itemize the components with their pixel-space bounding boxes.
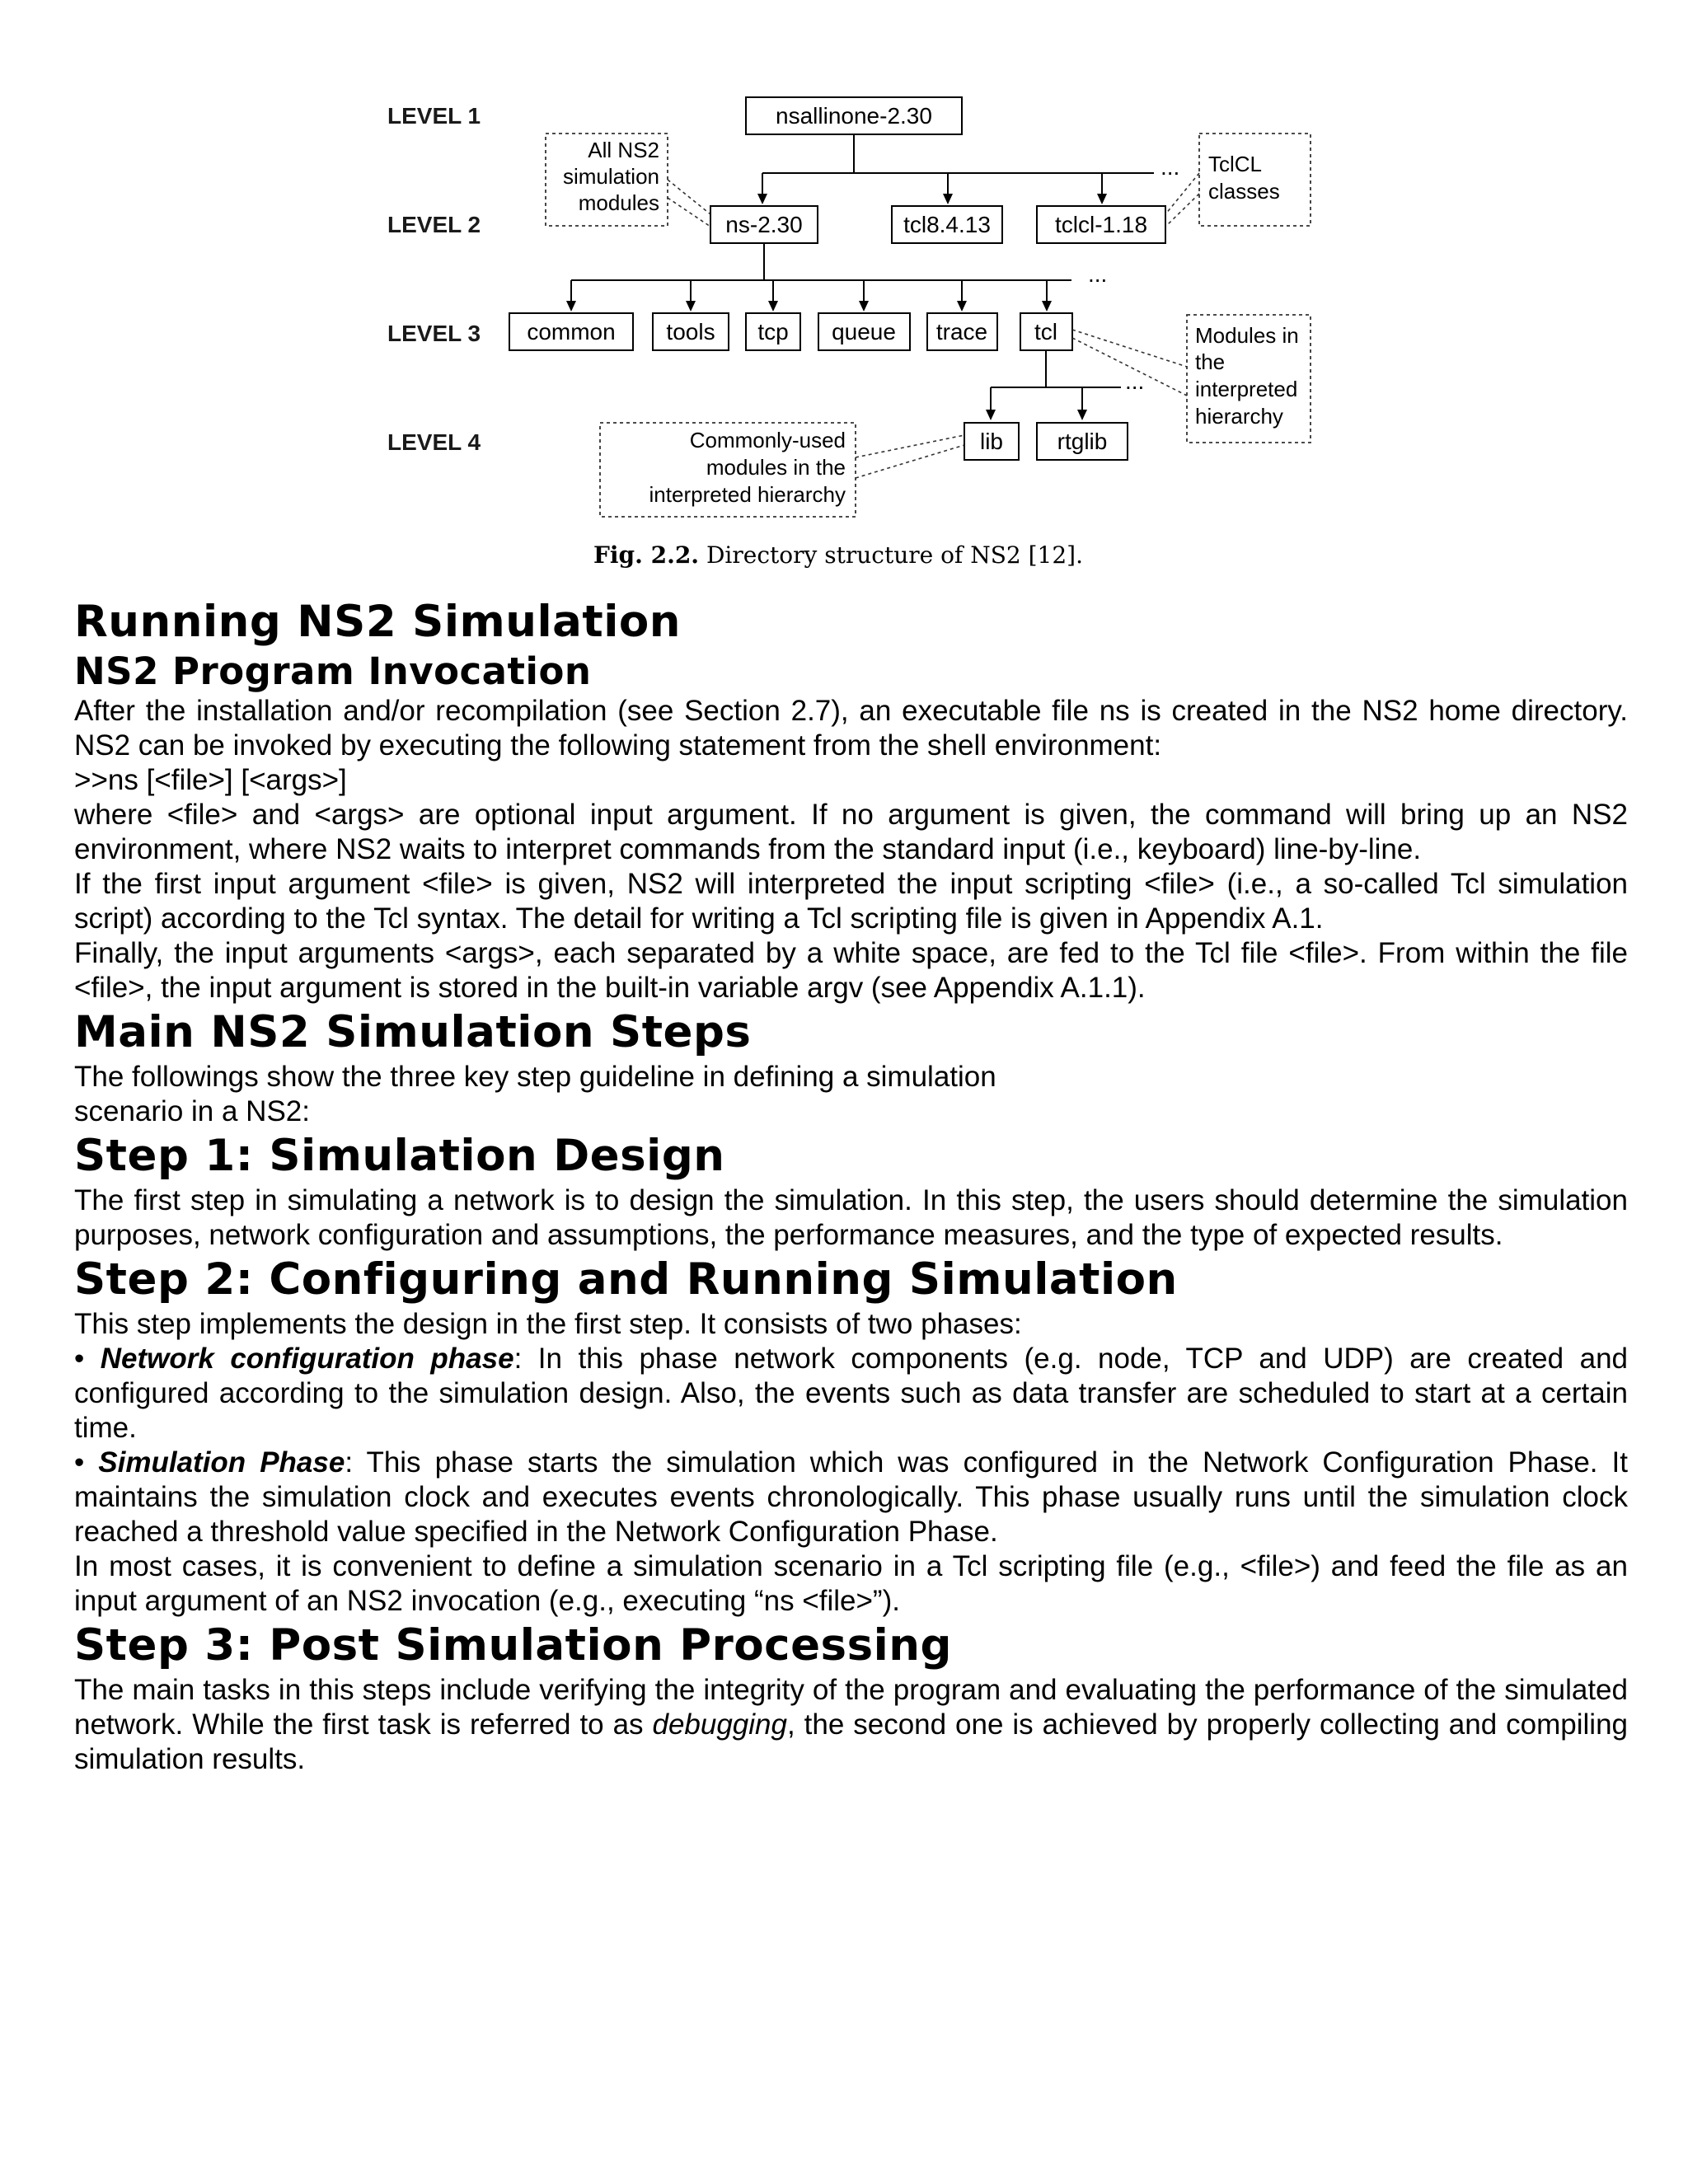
level-4-label: LEVEL 4 (387, 429, 481, 455)
heading-program-invocation: NS2 Program Invocation (74, 649, 592, 693)
paragraph-followings-line2: scenario in a NS2: (74, 1095, 310, 1127)
directory-tree-diagram (363, 82, 1335, 585)
node-tcl-label: tcl (1034, 319, 1057, 344)
node-tclcl-label: tclcl-1.18 (1054, 212, 1148, 237)
level3-more-ellipsis: ... (1088, 261, 1108, 287)
paragraph-step1: The first step in simulating a network is to design the simulation. In this step, the users should determine the simulation purposes, network configuration and assumptions, the performance measures, and the type of expected results. (74, 1184, 1628, 1251)
paragraph-input-arguments: Finally, the input arguments <args>, each separated by a white space, are fed to the Tcl file <file>. From within the file <file>, the input argument is stored in the built-in variable argv (see Appendix A.1.1). (74, 937, 1628, 1004)
paragraph-first-argument: If the first input argument <file> is given, NS2 will interpreted the input scripting <file> (i.e., a so-called Tcl simulation script) according to the Tcl syntax. The detail for writing a Tcl scripting file is given in Appendix A.1. (74, 868, 1628, 935)
command-line-example: >>ns [<file>] [<args>] (74, 764, 347, 796)
level4-more-ellipsis: ... (1125, 368, 1145, 394)
node-common-label: common (527, 319, 616, 344)
note-commonly-line1: Commonly-used (689, 428, 846, 452)
node-tools-label: tools (666, 319, 715, 344)
paragraph-step3-part2: , the second one is achieved by properly collecting and compiling simulation results. (74, 1708, 1628, 1775)
note-modules-line3: interpreted (1195, 377, 1298, 401)
node-tcp-label: tcp (757, 319, 789, 344)
note-all-ns2-line2: simulation (562, 164, 659, 189)
paragraph-followings-line1: The followings show the three key step guideline in defining a simulation (74, 1061, 996, 1093)
level-2-label: LEVEL 2 (387, 212, 481, 237)
paragraph-step3-part1: The main tasks in this steps include verifying the integrity of the program and evaluating the performance of the simulated network. While the first task is referred to as (74, 1674, 1628, 1741)
node-lib-label: lib (979, 429, 1004, 454)
bullet-marker: • (74, 1343, 101, 1375)
level2-more-ellipsis: ... (1160, 154, 1180, 180)
node-queue-label: queue (832, 319, 896, 344)
paragraph-step3 (74, 1673, 1628, 1777)
paragraph-step2-intro: This step implements the design in the first step. It consists of two phases: (74, 1308, 1022, 1340)
directory-structure-figure (363, 82, 1335, 585)
note-tclcl-line1: TclCL (1208, 152, 1263, 176)
heading-running-ns2: Running NS2 Simulation (74, 597, 682, 647)
bullet-network-configuration (74, 1342, 1628, 1446)
level-1-label: LEVEL 1 (387, 103, 481, 129)
note-all-ns2-line3: modules (578, 190, 659, 215)
heading-main-steps: Main NS2 Simulation Steps (74, 1007, 752, 1057)
bullet-term-network-configuration: Network configuration phase (100, 1343, 514, 1375)
note-modules-line2: the (1195, 349, 1226, 374)
bullet-term-simulation-phase: Simulation Phase (98, 1446, 345, 1479)
note-all-ns2-line1: All NS2 (588, 138, 659, 162)
heading-step2: Step 2: Configuring and Running Simulation (74, 1254, 1178, 1305)
figure-caption-text: Directory structure of NS2 [12]. (699, 541, 1083, 569)
heading-step1: Step 1: Simulation Design (74, 1131, 725, 1181)
bullet-marker: • (74, 1446, 99, 1479)
bullet-simulation-phase (74, 1446, 1628, 1549)
note-modules-line4: hierarchy (1195, 404, 1283, 429)
paragraph-step3-debugging: debugging (652, 1708, 787, 1741)
bullet-text-network-configuration: : In this phase network components (e.g. node, TCP and UDP) are created and configured according to the simulation design. Also, the events such as data transfer are scheduled to start at a certain time. (74, 1343, 1628, 1444)
note-commonly-line2: modules in the (706, 455, 846, 480)
paragraph-no-argument: where <file> and <args> are optional input argument. If no argument is given, the command will bring up an NS2 environment, where NS2 waits to interpret commands from the standard input (i.e., keyboard) line-by-line. (74, 799, 1628, 865)
node-rtglib-label: rtglib (1057, 429, 1108, 454)
note-commonly-line3: interpreted hierarchy (649, 482, 846, 507)
paragraph-tcl-scripting: In most cases, it is convenient to define a simulation scenario in a Tcl scripting file (e.g., <file>) and feed the file as an input argument of an NS2 invocation (e.g., executing “ns <file>”). (74, 1550, 1628, 1617)
figure-caption-label: Fig. 2.2. (593, 541, 700, 569)
node-tcl-pkg-label: tcl8.4.13 (903, 212, 991, 237)
node-ns-label: ns-2.30 (725, 212, 803, 237)
node-trace-label: trace (935, 319, 988, 344)
paragraph-invocation-intro: After the installation and/or recompilation (see Section 2.7), an executable file ns is created in the NS2 home directory. NS2 can be invoked by executing the following statement from the shell environment: (74, 695, 1628, 762)
note-tclcl-line2: classes (1208, 179, 1280, 204)
level-3-label: LEVEL 3 (387, 321, 481, 346)
figure-caption (593, 541, 1083, 569)
note-modules-line1: Modules in (1195, 323, 1299, 348)
document-body (74, 595, 1628, 1777)
heading-step3: Step 3: Post Simulation Processing (74, 1620, 952, 1671)
bullet-text-simulation-phase: : This phase starts the simulation which was configured in the Network Configuration Phase. It maintains the simulation clock and executes events chronologically. This phase usually runs until the simulation clock reached a threshold value specified in the Network Configuration Phase. (74, 1446, 1628, 1548)
node-root-label: nsallinone-2.30 (776, 103, 932, 129)
